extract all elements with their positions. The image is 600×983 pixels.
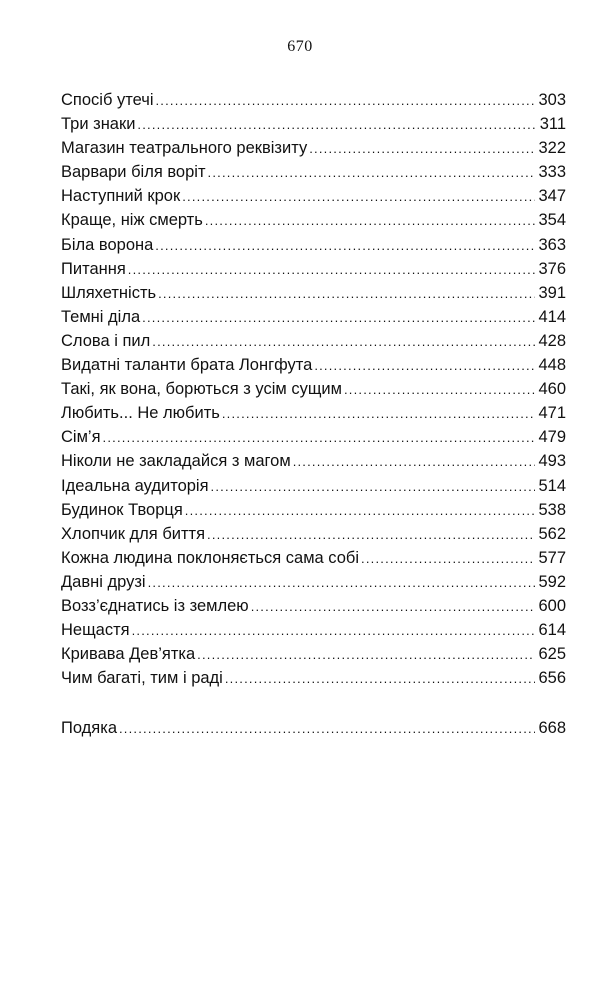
toc-entry-2: [61, 112, 566, 136]
toc-entry-title: Темні діла: [61, 307, 141, 326]
toc-entry-page: 577: [538, 548, 566, 567]
toc-entry-24: [61, 642, 566, 666]
toc-entry-title: Кожна людина поклоняється сама собі: [61, 548, 360, 567]
toc-entry-10: [61, 305, 566, 329]
toc-entry-title: Спосіб утечі: [61, 91, 154, 109]
toc-entry-title: Такі, як вона, борються з усім сущим: [61, 380, 342, 399]
toc-entry-page: 656: [538, 669, 566, 688]
dot-leader: [182, 185, 535, 209]
toc-entry-title: Питання: [61, 259, 126, 278]
toc-entry-title: Біла ворона: [61, 235, 154, 254]
dot-leader: [205, 209, 536, 233]
toc-entry-3: [61, 136, 566, 160]
toc-entry-11: [61, 329, 566, 353]
toc-entry-6: [61, 208, 566, 232]
toc-entry-title: Хлопчик для биття: [61, 524, 206, 543]
toc-entry-18: [61, 498, 566, 522]
toc-entry-20: [61, 546, 566, 570]
toc-entry-page: 600: [538, 596, 566, 615]
toc-entry-8: [61, 257, 566, 281]
toc-entry-page: 354: [538, 211, 566, 230]
toc-entry-1: [61, 88, 566, 112]
toc-entry-title: Ідеальна аудиторія: [61, 476, 209, 495]
dot-leader: [132, 619, 536, 643]
toc-entry-page: 514: [538, 476, 566, 495]
section-gap: [61, 690, 566, 716]
toc-entry-25: [61, 666, 566, 690]
dot-leader: [207, 523, 535, 547]
toc-entry-13: [61, 377, 566, 401]
toc-entry-page: 333: [538, 163, 566, 182]
dot-leader: [137, 113, 536, 137]
toc-entry-14: [61, 401, 566, 425]
dot-leader: [293, 450, 536, 474]
toc-entry-page: 562: [538, 524, 566, 543]
dot-leader: [128, 258, 536, 282]
toc-entry-title: Возз’єднатись із землею: [61, 596, 249, 615]
dot-leader: [211, 475, 536, 499]
dot-leader: [148, 571, 536, 595]
dot-leader: [197, 643, 535, 667]
toc-entry-page: 303: [538, 91, 566, 109]
toc-entry-title: Подяка: [61, 719, 117, 738]
toc-entry-title: Шляхетність: [61, 283, 157, 302]
dot-leader: [208, 161, 536, 185]
toc-entry-9: [61, 281, 566, 305]
dot-leader: [155, 234, 535, 258]
toc-entry-4: [61, 160, 566, 184]
dot-leader: [314, 354, 535, 378]
dot-leader: [361, 547, 535, 571]
toc-entry-title: Магазин театрального реквізиту: [61, 139, 308, 158]
toc-entry-page: 376: [538, 259, 566, 278]
toc-entry-17: [61, 474, 566, 498]
toc-entry-12: [61, 353, 566, 377]
toc-entry-page: 311: [539, 115, 566, 134]
dot-leader: [251, 595, 536, 619]
toc-entry-page: 347: [538, 187, 566, 206]
toc-entry-title: Наступний крок: [61, 187, 181, 206]
toc-entry-page: 625: [538, 645, 566, 664]
toc-entry-page: 363: [538, 235, 566, 254]
dot-leader: [158, 282, 535, 306]
dot-leader: [142, 306, 535, 330]
toc-entry-page: 428: [538, 331, 566, 350]
toc-entry-page: 668: [538, 719, 566, 738]
toc-entry-16: [61, 449, 566, 473]
toc-entry-page: 493: [538, 452, 566, 471]
toc-entry-page: 471: [538, 404, 566, 423]
toc-entry-22: [61, 594, 566, 618]
dot-leader: [344, 378, 536, 402]
toc-entry-page: 414: [538, 307, 566, 326]
toc-entry-title: Нещастя: [61, 621, 130, 640]
toc-entry-23: [61, 618, 566, 642]
toc-entry-21: [61, 570, 566, 594]
dot-leader: [119, 717, 535, 741]
dot-leader: [309, 137, 535, 161]
toc-entry-19: [61, 522, 566, 546]
toc-entry-page: 448: [538, 356, 566, 375]
toc-entry-title: Варвари біля воріт: [61, 163, 206, 182]
toc-entry-title: Любить... Не любить: [61, 404, 220, 423]
toc-entry-title: Давні друзі: [61, 572, 146, 591]
toc-entry-page: 322: [538, 139, 566, 158]
dot-leader: [185, 499, 536, 523]
toc-entry-page: 479: [538, 428, 566, 447]
toc-entry-page: 460: [538, 380, 566, 399]
table-of-contents: [61, 88, 566, 740]
toc-entry-title: Чим багаті, тим і раді: [61, 669, 223, 688]
toc-entry-acknowledgements: [61, 716, 566, 740]
toc-entry-title: Краще, ніж смерть: [61, 211, 203, 230]
dot-leader: [222, 402, 536, 426]
toc-entry-title: Сім’я: [61, 428, 101, 447]
toc-entry-page: 614: [538, 621, 566, 640]
toc-entry-title: Три знаки: [61, 115, 136, 134]
toc-entry-5: [61, 184, 566, 208]
toc-entry-title: Ніколи не закладайся з магом: [61, 452, 291, 471]
page-number: 670: [287, 38, 313, 55]
toc-entry-page: 391: [538, 283, 566, 302]
toc-entry-title: Видатні таланти брата Лонгфута: [61, 356, 313, 375]
dot-leader: [225, 667, 536, 691]
toc-entry-title: Кривава Дев’ятка: [61, 645, 196, 664]
dot-leader: [103, 426, 536, 450]
toc-entry-title: Будинок Творця: [61, 500, 183, 519]
dot-leader: [152, 330, 535, 354]
toc-entry-15: [61, 425, 566, 449]
toc-entry-page: 538: [538, 500, 566, 519]
toc-entry-page: 592: [538, 572, 566, 591]
toc-entry-7: [61, 233, 566, 257]
toc-entry-title: Слова і пил: [61, 331, 151, 350]
dot-leader: [156, 89, 536, 113]
